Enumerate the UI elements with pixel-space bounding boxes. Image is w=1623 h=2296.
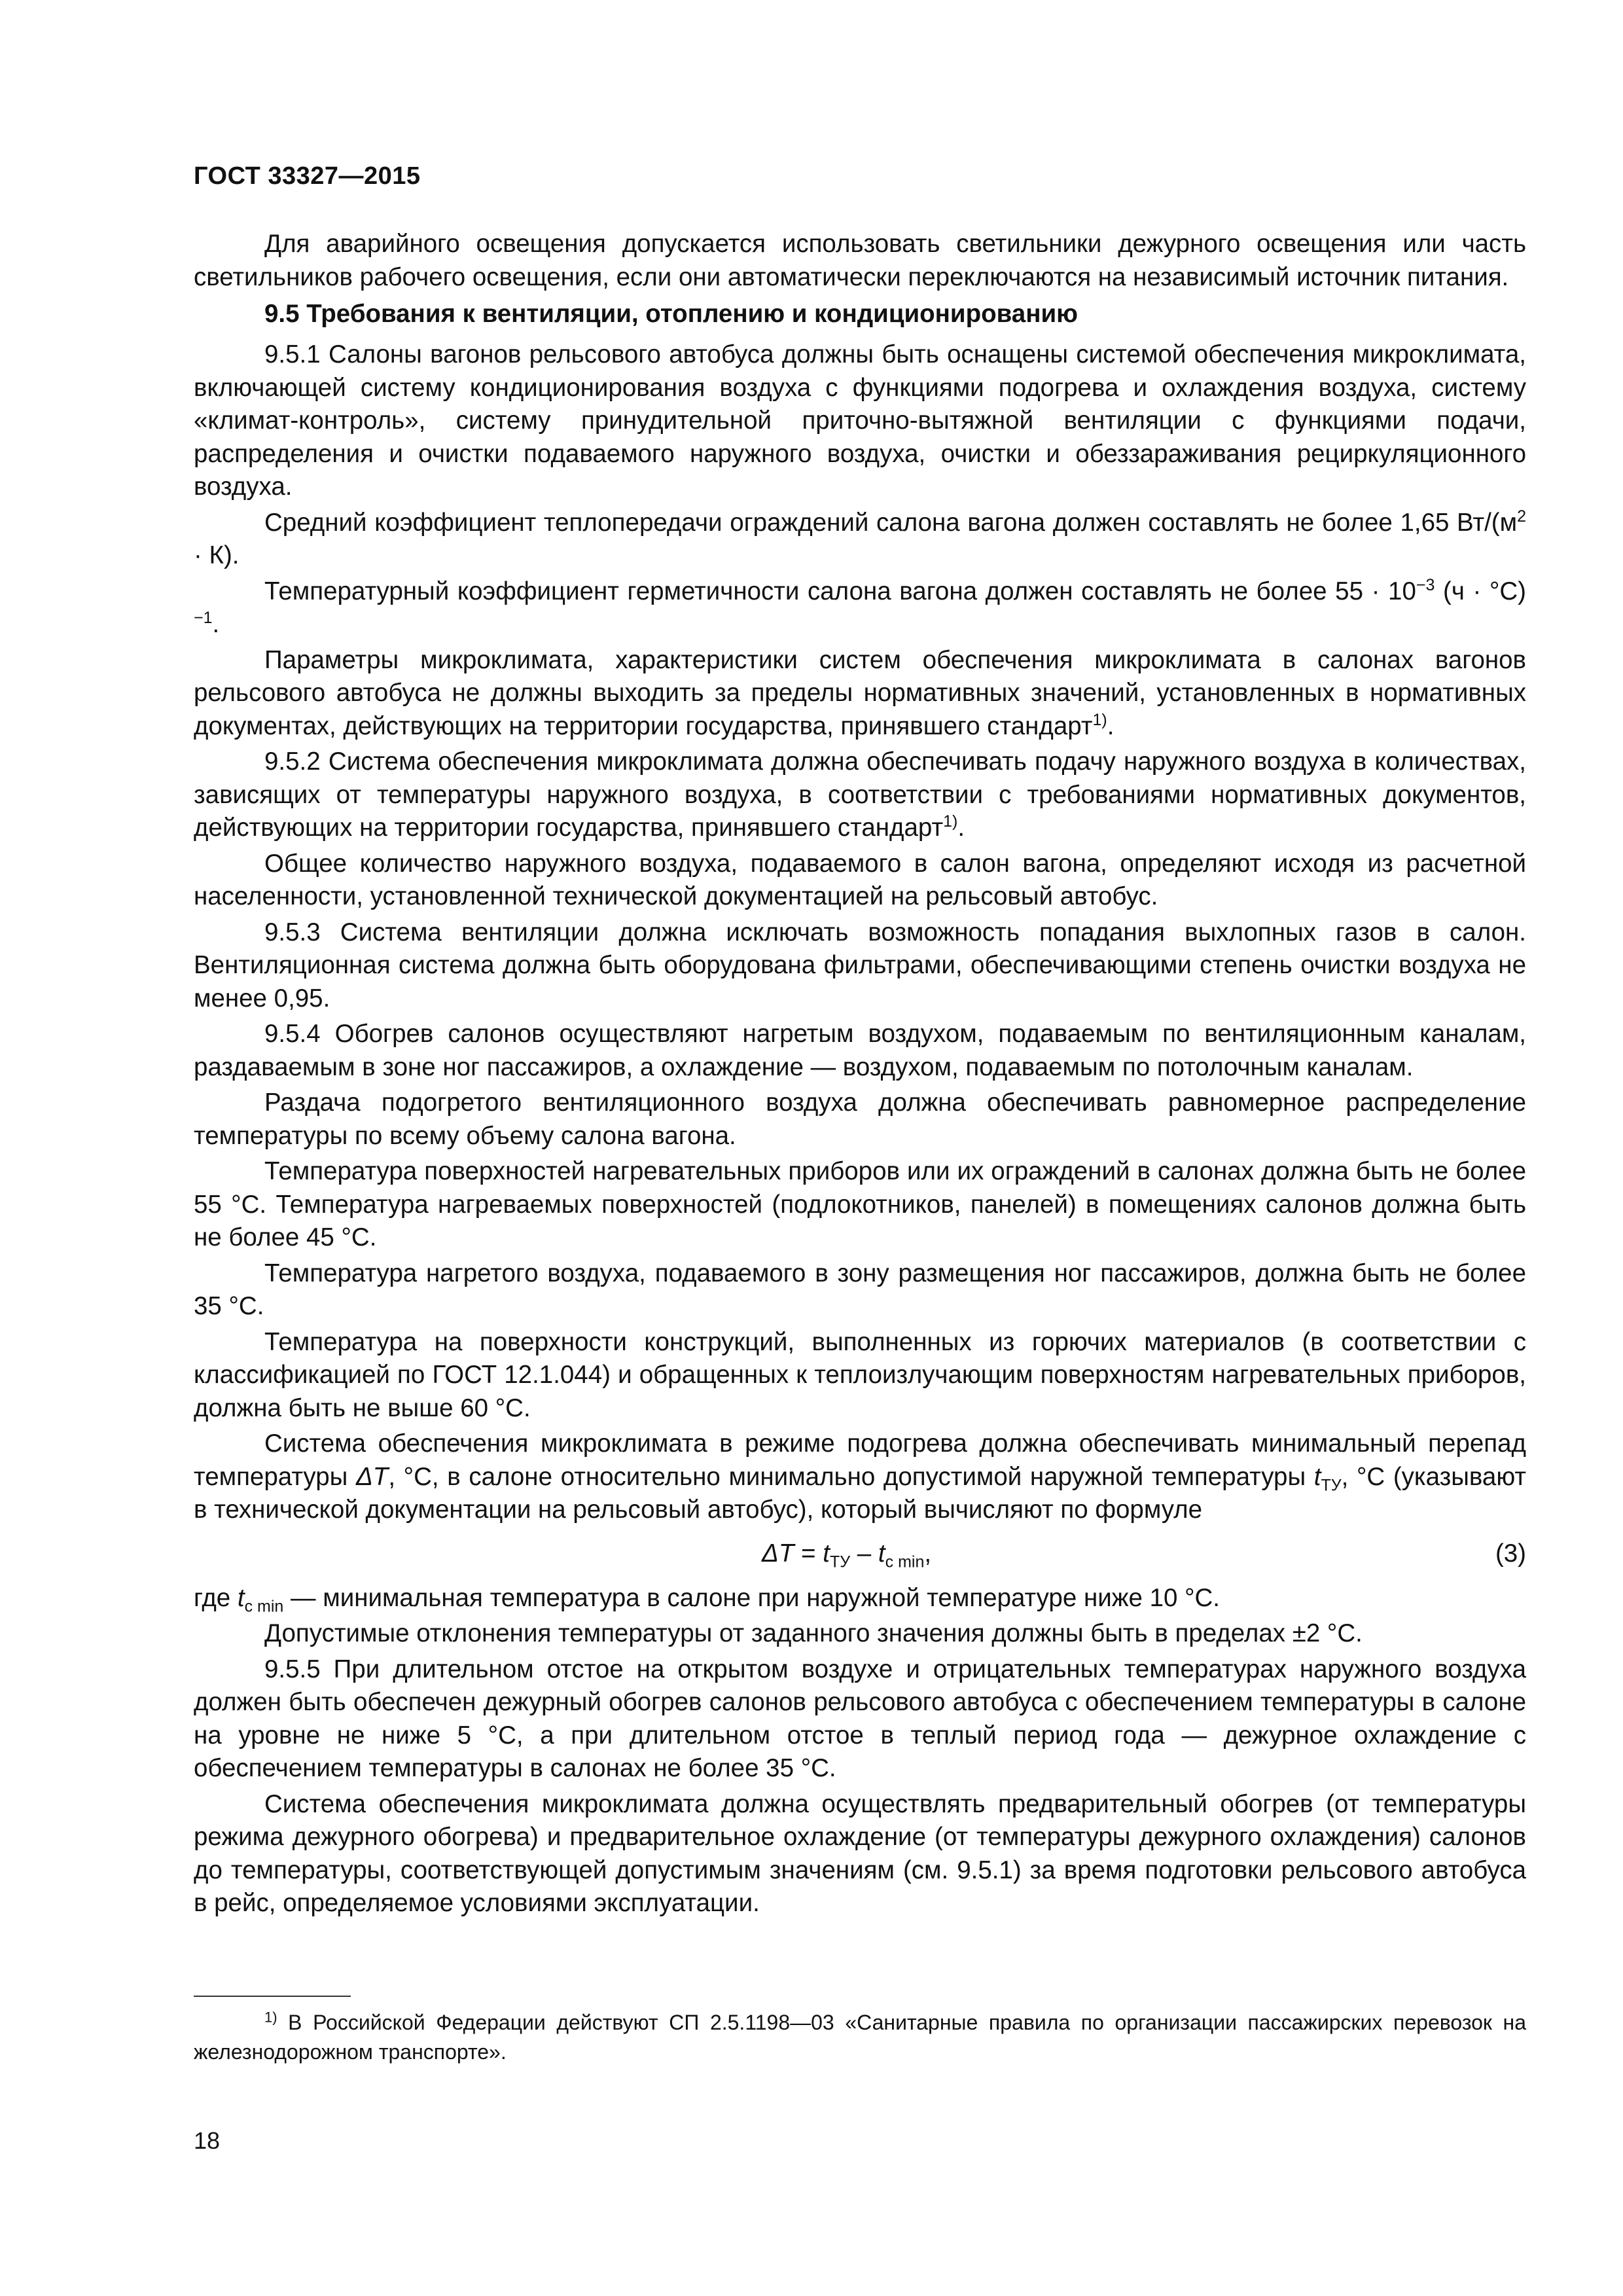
where-lead: где: [194, 1583, 238, 1612]
deviation-paragraph: Допустимые отклонения температуры от заданного значения должны быть в пределах ±2 °С.: [264, 1619, 1363, 1647]
combustible-materials-paragraph: Температура на поверхности конструкций, выполненных из горючих материалов (в соответствии с классификацией по ГОСТ 12.1.044) и обращенных к теплоизлучающим поверхностям нагревательных приборов, должна быть не выше 60 °С.: [194, 1327, 1526, 1422]
formula-t2-subscript: с min: [885, 1552, 925, 1571]
paragraph-9-5-2-tail: .: [957, 814, 965, 842]
heat-transfer-text: Средний коэффициент теплопередачи ограждений салона вагона должен составлять не более 1,65 Вт/(м: [264, 508, 1518, 537]
tightness-sup-unit: −1: [194, 609, 213, 628]
formula-row: [194, 1531, 1526, 1577]
footnote-marker: 1): [264, 2009, 277, 2026]
microclimate-params-text: Параметры микроклимата, характеристики систем обеспечения микроклимата в салонах вагонов рельсового автобуса не должны выходить за пределы нормативных значений, установленных в нормативных документах, действующих на территории государства, принявшего стандарт: [194, 645, 1526, 740]
where-subscript: с min: [244, 1597, 284, 1616]
formula-t1-subscript: ТУ: [829, 1552, 851, 1571]
tightness-text: Температурный коэффициент герметичности салона вагона должен составлять не более 55 · 10: [264, 577, 1416, 605]
delta-t-tail: , °С (указывают в технической документации на рельсовый автобус), который вычисляют по формуле: [194, 1462, 1527, 1524]
formula-3: [762, 1537, 931, 1571]
tightness-tail: .: [212, 610, 220, 638]
where-variable: t: [237, 1583, 245, 1612]
footnote: [194, 2008, 1526, 2067]
where-paragraph: [194, 1582, 1526, 1615]
paragraph-9-5-5: 9.5.5 При длительном отстое на открытом воздухе и отрицательных температурах наружного воздуха должен быть обеспечен дежурный обогрев салонов рельсового автобуса с обеспечением температуры в салоне на уровне не ниже 5 °С, а при длительном отстое в теплый период года — дежурное охлаждение с обеспечением температуры в салонах не более 35 °С.: [194, 1655, 1526, 1782]
document-body: [194, 228, 1526, 1923]
tightness-mid: (ч · °С): [1435, 577, 1527, 605]
t-ty-subscript: ТУ: [1321, 1476, 1342, 1495]
t-ty-variable: t: [1313, 1462, 1321, 1491]
footnote-divider: [194, 1996, 351, 1997]
paragraph-9-5-3: 9.5.3 Система вентиляции должна исключать возможность попадания выхлопных газов в салон. Вентиляционная система должна быть оборудована фильтрами, обеспечивающими степень очистки воздуха не менее 0,95.: [194, 918, 1526, 1013]
intro-paragraph: Для аварийного освещения допускается использовать светильники дежурного освещения или часть светильников рабочего освещения, если они автоматически переключаются на независимый источник питания.: [194, 230, 1526, 291]
microclimate-params-paragraph: [194, 644, 1526, 744]
tightness-paragraph: [194, 575, 1526, 641]
formula-t1: t: [823, 1539, 830, 1568]
paragraph-9-5-4: 9.5.4 Обогрев салонов осуществляют нагретым воздухом, подаваемым по вентиляционным каналам, раздаваемым в зоне ног пассажиров, а охлаждение — воздухом, подаваемым по потолочным каналам.: [194, 1020, 1526, 1081]
heat-transfer-paragraph: [194, 507, 1526, 573]
preheat-paragraph: Система обеспечения микроклимата должна осуществлять предварительный обогрев (от температуры режима дежурного обогрева) и предварительное охлаждение (от температуры дежурного охлаждения) салонов до температуры, соответствующей допустимым значениям (см. 9.5.1) за время подготовки рельсового автобуса в рейс, определяемое условиями эксплуатации.: [194, 1789, 1526, 1917]
surface-temperature-paragraph: Температура поверхностей нагревательных приборов или их ограждений в салонах должна быть не более 55 °С. Температура нагреваемых поверхностей (подлокотников, панелей) в помещениях салонов должна быть не более 45 °С.: [194, 1157, 1526, 1251]
feet-air-paragraph: Температура нагретого воздуха, подаваемого в зону размещения ног пассажиров, должна быть не более 35 °С.: [194, 1259, 1526, 1320]
heat-transfer-sup: 2: [1517, 507, 1526, 526]
delta-t-paragraph: [194, 1427, 1526, 1527]
delta-t-variable: ΔT: [355, 1462, 389, 1491]
footnote-ref: 1): [943, 812, 958, 831]
footnote-text: В Российской Федерации действуют СП 2.5.1198—03 «Санитарные правила по организации пассажирских перевозок на железнодорожном транспорте».: [194, 2011, 1526, 2064]
tightness-sup-exp: −3: [1416, 575, 1435, 594]
delta-t-text: Система обеспечения микроклимата в режиме подогрева должна обеспечивать минимальный перепад температуры: [194, 1429, 1526, 1491]
page-number: 18: [194, 2127, 221, 2154]
section-heading: 9.5 Требования к вентиляции, отоплению и кондиционированию: [264, 300, 1078, 328]
paragraph-9-5-2: [194, 745, 1526, 845]
microclimate-params-tail: .: [1107, 711, 1115, 740]
formula-end: ,: [924, 1539, 932, 1568]
distribution-paragraph: Раздача подогретого вентиляционного воздуха должна обеспечивать равномерное распределение температуры по всему объему салона вагона.: [194, 1088, 1526, 1150]
formula-number: (3): [1495, 1539, 1526, 1568]
footnote-ref: 1): [1092, 710, 1107, 729]
air-quantity-paragraph: Общее количество наружного воздуха, подаваемого в салон вагона, определяют исходя из расчетной населенности, установленной технической документацией на рельсовый автобус.: [194, 849, 1526, 910]
formula-equals: =: [794, 1539, 823, 1568]
paragraph-9-5-1: 9.5.1 Салоны вагонов рельсового автобуса должны быть оснащены системой обеспечения микроклимата, включающей систему кондиционирования воздуха с функциями подогрева и охлаждения воздуха, систему «климат-контроль», систему принудительной приточно-вытяжной вентиляции с функциями подачи, распределения и очистки подаваемого наружного воздуха, очистки и обеззараживания рециркуляционного воздуха.: [194, 340, 1526, 501]
formula-lhs: ΔT: [762, 1539, 794, 1568]
where-tail: — минимальная температура в салоне при наружной температуре ниже 10 °С.: [283, 1583, 1220, 1612]
heat-transfer-tail: · К).: [194, 541, 240, 569]
formula-minus: –: [850, 1539, 878, 1568]
paragraph-9-5-2-text: 9.5.2 Система обеспечения микроклимата должна обеспечивать подачу наружного воздуха в количествах, зависящих от температуры наружного воздуха, в соответствии с требованиями нормативных документов, действующих на территории государства, принявшего стандарт: [194, 747, 1526, 842]
delta-t-mid: , °С, в салоне относительно минимально допустимой наружной температуры: [388, 1462, 1314, 1491]
standard-code-header: ГОСТ 33327—2015: [194, 162, 421, 190]
formula-t2: t: [878, 1539, 885, 1568]
